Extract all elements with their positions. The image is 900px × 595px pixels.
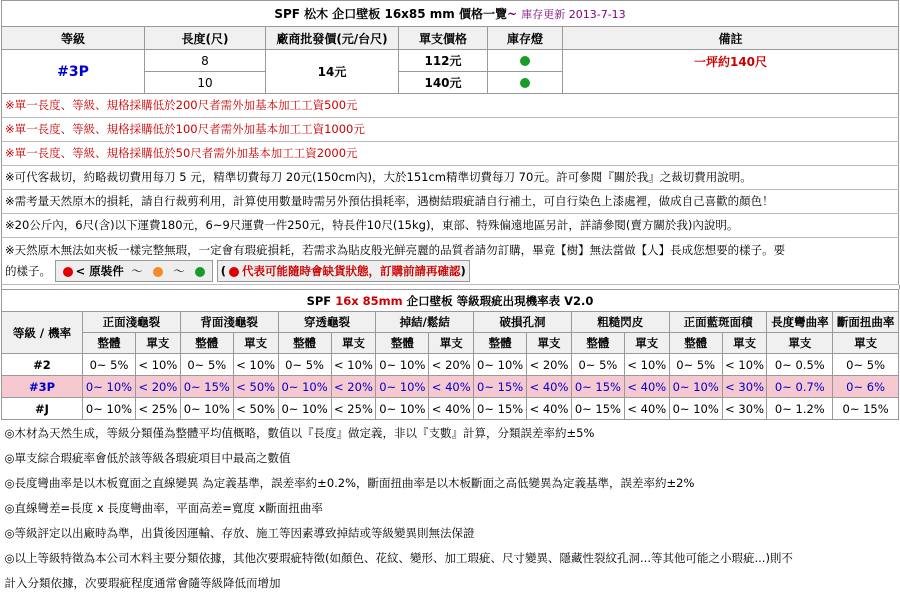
table-cell: 0~ 15% — [571, 376, 624, 398]
table-cell: 0~ 10% — [376, 376, 429, 398]
header-length: 長度(尺) — [145, 27, 266, 50]
table-cell: 0~ 15% — [180, 376, 233, 398]
unit-price-cell: 112元 — [399, 50, 488, 72]
legend-original: < 原裝件 — [75, 264, 124, 278]
grade-cell: #3P — [2, 50, 145, 94]
table-cell: 0~ 15% — [474, 398, 527, 420]
table-cell: 0~ 5% — [278, 354, 331, 376]
table-cell: < 40% — [429, 398, 474, 420]
table-cell: 0~ 15% — [571, 398, 624, 420]
table-cell: 0~ 10% — [278, 376, 331, 398]
header-unit-price: 單支價格 — [399, 27, 488, 50]
footnote: 計入分類依據，次要瑕疵程度通常會隨等級降低而增加 — [4, 575, 281, 590]
table-cell: < 10% — [136, 354, 181, 376]
table-cell: < 25% — [136, 398, 181, 420]
legend-tilde: ～ — [131, 264, 143, 278]
group-header: 正面淺龜裂 — [83, 312, 181, 333]
table-cell: 0~ 15% — [833, 398, 899, 420]
footnote: ◎單支綜合瑕疵率會低於該等級各瑕疵項目中最高之數值 — [4, 450, 291, 465]
header-wholesale: 廠商批發價(元/台尺) — [266, 27, 399, 50]
sub-header-single: 單支 — [722, 333, 767, 354]
table-cell: < 30% — [722, 376, 767, 398]
defect-title-size: 16x 85mm — [335, 293, 403, 308]
table-cell: < 40% — [527, 376, 572, 398]
table-cell: 0~ 10% — [376, 354, 429, 376]
table-cell: 0~ 10% — [474, 354, 527, 376]
table-cell: < 50% — [233, 376, 278, 398]
legend-paren-open: ( — [220, 264, 226, 278]
table-cell: 0~ 5% — [833, 354, 899, 376]
table-cell: 0~ 0.5% — [767, 354, 833, 376]
footnote: ◎以上等級特徵為本公司木料主要分類依據，其他次要瑕疵特徵(如顏色、花紋、變形、加工瑕疵、尺寸變異、隱藏性裂紋孔洞...等其他可能之小瑕疵...)則不 — [4, 550, 793, 565]
group-header: 背面淺龜裂 — [180, 312, 278, 333]
table-cell: 0~ 5% — [180, 354, 233, 376]
table-cell: 0~ 0.7% — [767, 376, 833, 398]
legend-paren-close: ) — [460, 264, 466, 278]
note-natural-wood — [2, 238, 899, 285]
note-wastage: ※需考量天然原木的損耗，請自行裁剪利用，計算使用數量時需另外預估損耗率，遇樹結瑕疵請自行補土，可自行染色上漆處裡，做成自己喜歡的顏色！ — [2, 190, 899, 214]
table-cell: < 10% — [722, 354, 767, 376]
stock-light-cell — [488, 72, 563, 94]
table-cell: 0~ 5% — [83, 354, 136, 376]
defect-title-prefix: SPF — [306, 293, 332, 308]
row-grade: #3P — [2, 376, 83, 398]
sub-header-single: 單支 — [331, 333, 376, 354]
footnote: ◎長度彎曲率是以木板寬面之直線變異 為定義基準，誤差率約±0.2%，斷面扭曲率是以木板斷面之高低變異為定義基準，誤差率約±2% — [4, 475, 695, 490]
note-legend-prefix: 的樣子。 — [5, 264, 51, 278]
row-grade: #J — [2, 398, 83, 420]
footnote: ◎等級評定以出廠時為準，出貨後因運輸、存放、施工等因素導致掉結或等級變異則無法保證 — [4, 525, 475, 540]
sub-header-whole: 整體 — [669, 333, 722, 354]
notes-table — [1, 94, 899, 285]
table-cell: < 10% — [331, 354, 376, 376]
table-cell: < 30% — [722, 398, 767, 420]
note-min-200: ※單一長度、等級、規格採購低於200尺者需外加基本加工工資500元 — [2, 94, 899, 118]
table-row — [2, 354, 899, 376]
footnote: ◎木材為天然生成，等級分類僅為整體平均值概略，數值以『長度』做定義，非以『支數』計算，分類誤差率約±5% — [4, 425, 595, 440]
sub-header-whole: 整體 — [571, 333, 624, 354]
table-cell: 0~ 10% — [669, 398, 722, 420]
price-table-title: SPF 松木 企口壁板 16x85 mm 價格一覽 — [274, 7, 507, 21]
sub-header-single: 單支 — [527, 333, 572, 354]
table-cell: 0~ 10% — [669, 376, 722, 398]
table-cell: < 40% — [527, 398, 572, 420]
note-min-100: ※單一長度、等級、規格採購低於100尺者需外加基本加工工資1000元 — [2, 118, 899, 142]
legend-note-box — [217, 260, 470, 282]
sub-header-whole: 整體 — [376, 333, 429, 354]
table-cell: 0~ 10% — [83, 398, 136, 420]
sub-header-whole: 整體 — [474, 333, 527, 354]
group-header: 長度彎曲率 — [767, 312, 833, 333]
table-cell: 0~ 10% — [83, 376, 136, 398]
legend-out-of-stock-text: 代表可能隨時會缺貨狀態，訂購前請再確認 — [241, 264, 461, 278]
length-cell: 8 — [145, 50, 266, 72]
green-dot-icon — [195, 267, 205, 277]
group-header: 掉結/鬆結 — [376, 312, 474, 333]
stock-light-cell — [488, 50, 563, 72]
legend-tilde: ～ — [173, 264, 185, 278]
stock-light-icon — [520, 56, 530, 66]
group-header: 粗糙閃皮 — [571, 312, 669, 333]
sub-header-whole: 整體 — [180, 333, 233, 354]
table-cell: < 40% — [429, 376, 474, 398]
table-cell: 0~ 6% — [833, 376, 899, 398]
sub-header-whole: 整體 — [83, 333, 136, 354]
unit-price-cell: 140元 — [399, 72, 488, 94]
table-cell: 0~ 10% — [180, 398, 233, 420]
stock-light-icon — [520, 78, 530, 88]
table-cell: 0~ 5% — [571, 354, 624, 376]
group-header: 破損孔洞 — [474, 312, 572, 333]
table-cell: < 20% — [331, 376, 376, 398]
update-prefix: ~ — [506, 7, 518, 21]
defect-title-suffix: 企口壁板 等級瑕疵出現機率表 V2.0 — [406, 293, 594, 308]
table-cell: < 20% — [527, 354, 572, 376]
length-cell: 10 — [145, 72, 266, 94]
remark-cell: 一坪約140尺 — [563, 50, 899, 94]
table-cell: < 20% — [136, 376, 181, 398]
note-shipping: ※20公斤內，6尺(含)以下運費180元，6~9尺運費一件250元，特長件10尺(15kg)，東部、特殊偏遠地區另計，詳請參閱(賣方關於我)內說明。 — [2, 214, 899, 238]
legend-box — [55, 260, 213, 282]
group-header: 正面藍斑面積 — [669, 312, 767, 333]
red-dot-icon — [229, 267, 239, 277]
sub-header-single: 單支 — [624, 333, 669, 354]
table-cell: < 25% — [331, 398, 376, 420]
orange-dot-icon — [153, 267, 163, 277]
sub-header-single: 單支 — [767, 333, 833, 354]
header-grade: 等級 — [2, 27, 145, 50]
table-cell: < 10% — [233, 354, 278, 376]
note-cutting: ※可代客裁切，約略裁切費用每刀 5 元，精準切費每刀 20元(150cm內)，大於151cm精準切費每刀 70元。許可參閱『關於我』之裁切費用說明。 — [2, 166, 899, 190]
table-cell: 0~ 1.2% — [767, 398, 833, 420]
table-cell: 0~ 5% — [669, 354, 722, 376]
row-grade: #2 — [2, 354, 83, 376]
header-stock-light: 庫存燈 — [488, 27, 563, 50]
footnote: ◎直線彎差=長度 x 長度彎曲率，平面高差=寬度 x斷面扭曲率 — [4, 500, 323, 515]
red-dot-icon — [63, 267, 73, 277]
table-cell: 0~ 15% — [474, 376, 527, 398]
col-grade-header: 等級 / 機率 — [2, 312, 83, 354]
sub-header-whole: 整體 — [278, 333, 331, 354]
defect-table — [1, 289, 899, 595]
price-table — [1, 0, 899, 94]
sub-header-single: 單支 — [136, 333, 181, 354]
table-row — [2, 398, 899, 420]
table-row-highlighted — [2, 376, 899, 398]
table-cell: < 40% — [624, 398, 669, 420]
table-cell: 0~ 10% — [278, 398, 331, 420]
wholesale-price-cell: 14元 — [266, 50, 399, 94]
stock-update-date: 庫存更新 2013-7-13 — [521, 8, 626, 21]
note-natural-wood-text: ※天然原木無法如夾板一樣完整無瑕，一定會有瑕疵損耗，若需求為貼皮般光鮮亮麗的品質者請勿訂購，畢竟【樹】無法當做【人】長成您想要的樣子。要 — [5, 243, 786, 257]
note-min-50: ※單一長度、等級、規格採購低於50尺者需外加基本加工工資2000元 — [2, 142, 899, 166]
table-cell: < 50% — [233, 398, 278, 420]
sub-header-single: 單支 — [233, 333, 278, 354]
table-cell: < 10% — [624, 354, 669, 376]
sub-header-single: 單支 — [429, 333, 474, 354]
table-cell: 0~ 10% — [376, 398, 429, 420]
defect-table-title — [2, 290, 899, 312]
table-cell: < 40% — [624, 376, 669, 398]
group-header: 穿透龜裂 — [278, 312, 376, 333]
group-header: 斷面扭曲率 — [833, 312, 899, 333]
sub-header-single: 單支 — [833, 333, 899, 354]
header-remark: 備註 — [563, 27, 899, 50]
price-table-title-cell — [2, 1, 899, 27]
table-cell: < 20% — [429, 354, 474, 376]
